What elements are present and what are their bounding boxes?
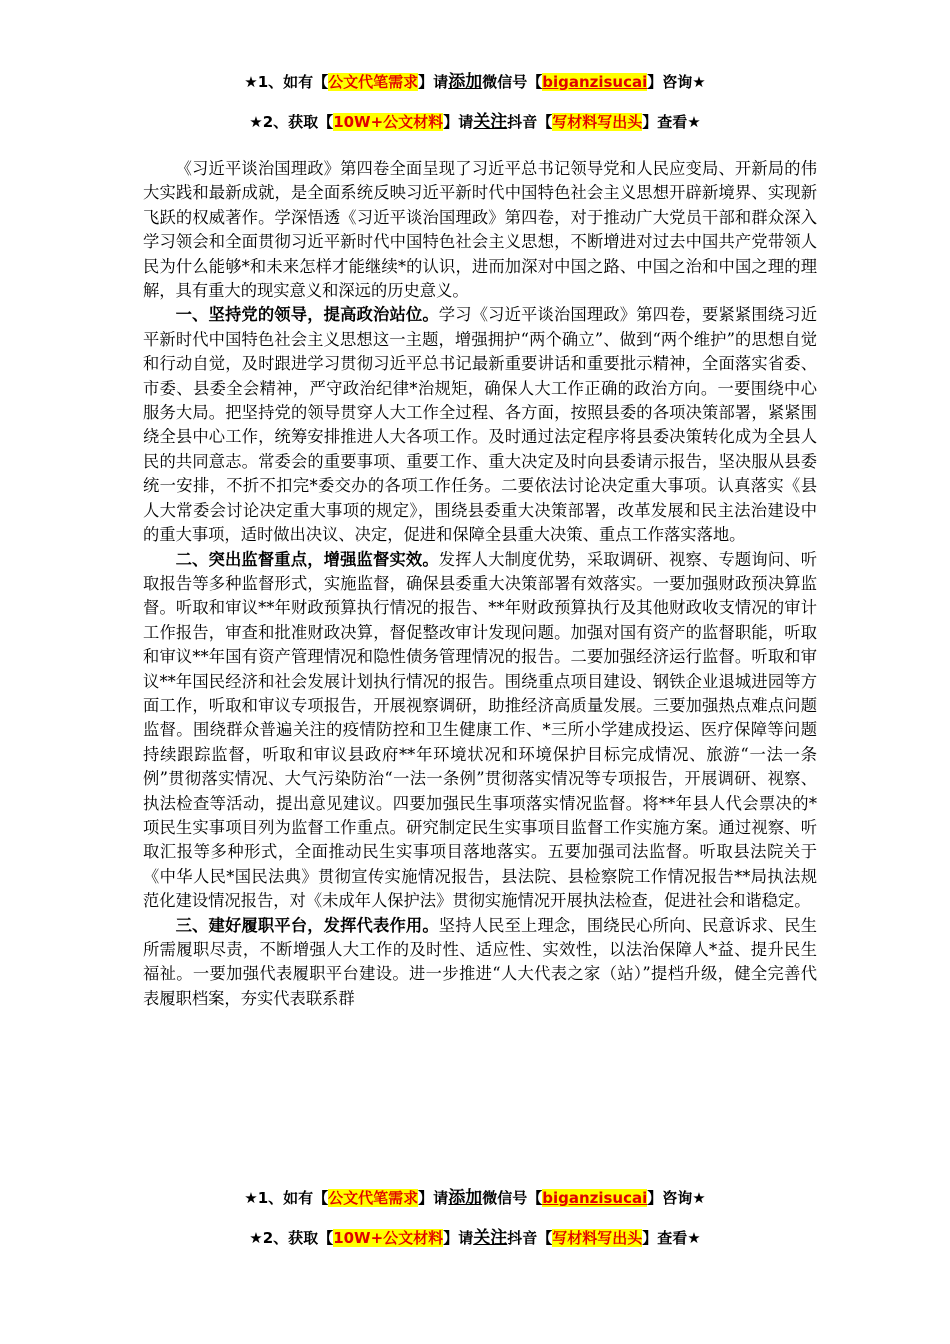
section1-heading: 一、坚持党的领导，提高政治站位。	[175, 305, 439, 325]
banner2-follow-emphasis: 关注	[473, 112, 508, 132]
section3-heading: 三、建好履职平台，发挥代表作用。	[175, 915, 439, 935]
footer1-prefix: ★1、如有【	[244, 1189, 329, 1207]
footer1-mid2: 微信号【	[482, 1189, 543, 1207]
banner2-suffix: 】查看★	[642, 113, 701, 131]
banner1-wechat-id: biganzisucai	[542, 73, 648, 91]
footer1-mid1: 】请	[418, 1189, 449, 1207]
document-body	[143, 157, 817, 1011]
footer2-prefix: ★2、获取【	[249, 1229, 334, 1247]
banner2-highlight-materials: 10W+公文材料	[333, 113, 444, 131]
banner2-prefix: ★2、获取【	[249, 113, 334, 131]
section2-text: 发挥人大制度优势，采取调研、视察、专题询问、听取报告等多种监督形式，实施监督，确保县委重大决策部署有效落实。一要加强财政预决算监督。听取和审议**年财政预算执行情况的报告、**年财政预算执行及其他财政收支情况的审计工作报告，审查和批准财政决算，督促整改审计发现问题。加强对国有资产的监督职能，听取和审议**年国有资产管理情况和隐性债务管理情况的报告。二要加强经济运行监督。听取和审议**年国民经济和社会发展计划执行情况的报告。围绕重点项目建设、钢铁企业退城进园等方面工作，听取和审议专项报告，开展视察调研，助推经济高质量发展。三要加强热点难点问题监督。围绕群众普遍关注的疫情防控和卫生健康工作、*三所小学建成投运、医疗保障等问题持续跟踪监督，听取和审议县政府**年环境状况和环境保护目标完成情况、旅游“一法一条例”贯彻落实情况、大气污染防治“一法一条例”贯彻落实情况等专项报告，开展调研、视察、执法检查等活动，提出意见建议。四要加强民生事项落实情况监督。将**年县人代会票决的*项民生实事项目列为监督工作重点。研究制定民生实事项目监督工作实施方案。通过视察、听取汇报等多种形式，全面推动民生实事项目落地落实。五要加强司法监督。听取县法院关于《中华人民*国民法典》贯彻宣传实施情况报告，县法院、县检察院工作情况报告**局执法规范化建设情况报告，对《未成年人保护法》贯彻实施情况开展执法检查，促进社会和谐稳定。	[143, 549, 817, 911]
header-banner-line1	[0, 72, 950, 92]
footer2-mid2: 抖音【	[507, 1229, 553, 1247]
section2-paragraph	[143, 548, 817, 914]
footer2-douyin-account: 写材料写出头	[552, 1229, 643, 1247]
banner1-mid1: 】请	[418, 73, 449, 91]
footer-banner-line2	[0, 1228, 950, 1248]
banner1-suffix: 】咨询★	[647, 73, 706, 91]
banner1-highlight-service: 公文代笔需求	[328, 73, 419, 91]
section3-paragraph	[143, 914, 817, 1012]
banner1-add-emphasis: 添加	[448, 72, 483, 92]
banner2-douyin-account: 写材料写出头	[552, 113, 643, 131]
section3-text: 坚持人民至上理念，围绕民心所向、民意诉求、民生所需履职尽责，不断增强人大工作的及时性、适应性、实效性，以法治保障人*益、提升民生福祉。一要加强代表履职平台建设。进一步推进“人大代表之家（站）”提档升级，健全完善代表履职档案，夯实代表联系群	[143, 915, 817, 1008]
intro-paragraph: 《习近平谈治国理政》第四卷全面呈现了习近平总书记领导党和人民应变局、开新局的伟大实践和最新成就，是全面系统反映习近平新时代中国特色社会主义思想开辟新境界、实现新飞跃的权威著作。学深悟透《习近平谈治国理政》第四卷，对于推动广大党员干部和群众深入学习领会和全面贯彻习近平新时代中国特色社会主义思想，不断增进对过去中国共产党带领人民为什么能够*和未来怎样才能继续*的认识，进而加深对中国之路、中国之治和中国之理的理解，具有重大的现实意义和深远的历史意义。	[143, 159, 817, 301]
banner1-prefix: ★1、如有【	[244, 73, 329, 91]
footer-banner-line1	[0, 1188, 950, 1208]
footer1-wechat-id: biganzisucai	[542, 1189, 648, 1207]
footer2-follow-emphasis: 关注	[473, 1228, 508, 1248]
footer2-highlight-materials: 10W+公文材料	[333, 1229, 444, 1247]
banner1-mid2: 微信号【	[482, 73, 543, 91]
banner2-mid2: 抖音【	[507, 113, 553, 131]
footer1-highlight-service: 公文代笔需求	[328, 1189, 419, 1207]
section2-heading: 二、突出监督重点，增强监督实效。	[175, 549, 439, 569]
section1-text: 学习《习近平谈治国理政》第四卷，要紧紧围绕习近平新时代中国特色社会主义思想这一主题，增强拥护“两个确立”、做到“两个维护”的思想自觉和行动自觉，及时跟进学习贯彻习近平总书记最新重要讲话和重要批示精神，全面落实省委、市委、县委全会精神，严守政治纪律*治规矩，确保人大工作正确的政治方向。一要围绕中心服务大局。把坚持党的领导贯穿人大工作全过程、各方面，按照县委的各项决策部署，紧紧围绕全县中心工作，统筹安排推进人大各项工作。及时通过法定程序将县委决策转化成为全县人民的共同意志。常委会的重要事项、重要工作、重大决定及时向县委请示报告，坚决服从县委统一安排，不折不扣完*委交办的各项工作任务。二要依法讨论决定重大事项。认真落实《县人大常委会讨论决定重大事项的规定》，围绕县委重大决策部署，改革发展和民主法治建设中的重大事项，适时做出决议、决定，促进和保障全县重大决策、重点工作落实落地。	[143, 305, 817, 545]
footer1-add-emphasis: 添加	[448, 1188, 483, 1208]
header-banner-line2	[0, 112, 950, 132]
footer2-suffix: 】查看★	[642, 1229, 701, 1247]
footer2-mid1: 】请	[443, 1229, 474, 1247]
section1-paragraph	[143, 303, 817, 547]
banner2-mid1: 】请	[443, 113, 474, 131]
footer1-suffix: 】咨询★	[647, 1189, 706, 1207]
